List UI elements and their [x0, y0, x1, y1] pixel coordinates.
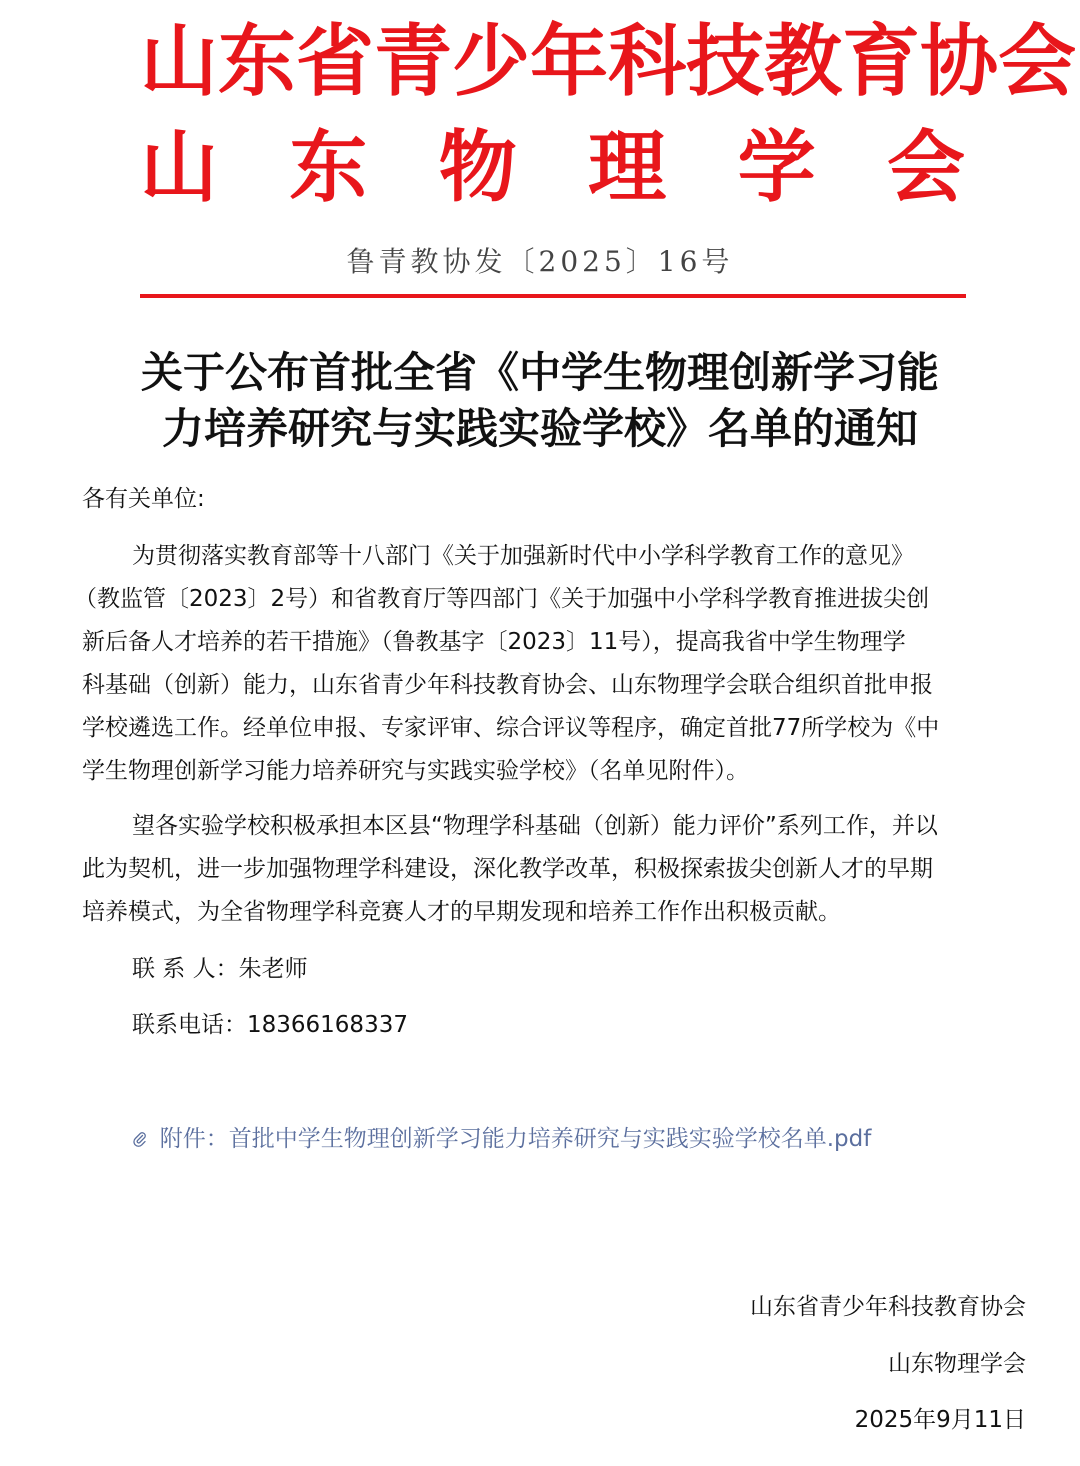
- header-char: 物: [438, 122, 517, 213]
- notice-title-line-1: 关于公布首批全省《中学生物理创新学习能: [140, 348, 939, 397]
- header-char: 山: [140, 122, 219, 213]
- header-char: 东: [218, 16, 297, 107]
- header-char: 青: [374, 16, 453, 107]
- document-number: 鲁青教协发〔2025〕16号: [346, 245, 734, 278]
- paragraph-1-line: （教监管〔2023〕2号）和省教育厅等四部门《关于加强中小学科学教育推进拔尖创: [74, 586, 930, 612]
- notice-title-line-2: 力培养研究与实践实验学校》名单的通知: [161, 404, 918, 453]
- header-char: 协: [920, 16, 999, 107]
- paragraph-2-line: 培养模式，为全省物理学科竞赛人才的早期发现和培养工作作出积极贡献。: [82, 899, 841, 925]
- header-char: 省: [296, 16, 375, 107]
- paragraph-1-line: 为贯彻落实教育部等十八部门《关于加强新时代中小学科学教育工作的意见》: [132, 543, 914, 569]
- paragraph-1: [74, 535, 1030, 793]
- attachment-label: 附件：: [159, 1126, 229, 1152]
- paragraph-2: [82, 805, 1030, 934]
- header-char: 东: [289, 122, 368, 213]
- header-org-line-2: [140, 118, 965, 218]
- header-org-line-1: [140, 12, 1077, 112]
- paragraph-2-line: 望各实验学校积极承担本区县“物理学科基础（创新）能力评价”系列工作，并以: [132, 813, 938, 839]
- contact-person-name: 朱老师: [238, 956, 308, 982]
- header-char: 年: [530, 16, 609, 107]
- contact-phone-label: 联系电话：: [132, 1012, 247, 1038]
- contact-phone-number: 18366168337: [247, 1012, 408, 1038]
- paperclip-icon: [132, 1130, 154, 1151]
- paragraph-1-line: 学生物理创新学习能力培养研究与实践实验学校》（名单见附件）。: [82, 758, 749, 784]
- paragraph-1-line: 学校遴选工作。经单位申报、专家评审、综合评议等程序，确定首批77所学校为《中: [82, 715, 940, 741]
- signature-date: 2025年9月11日: [854, 1407, 1026, 1433]
- header-char: 育: [842, 16, 921, 107]
- red-divider: [140, 294, 966, 298]
- header-char: 科: [608, 16, 687, 107]
- header-char: 技: [686, 16, 765, 107]
- attachment-link[interactable]: [132, 1118, 871, 1162]
- contact-person-label: 联 系 人：: [132, 956, 239, 982]
- attachment-filename[interactable]: 首批中学生物理创新学习能力培养研究与实践实验学校名单.pdf: [228, 1126, 872, 1152]
- signature-org-1: 山东省青少年科技教育协会: [750, 1294, 1026, 1320]
- header-char: 山: [140, 16, 219, 107]
- paragraph-2-line: 此为契机，进一步加强物理学科建设，深化教学改革，积极探索拔尖创新人才的早期: [82, 856, 933, 882]
- paragraph-1-line: 科基础（创新）能力，山东省青少年科技教育协会、山东物理学会联合组织首批申报: [82, 672, 933, 698]
- signature-org-2: 山东物理学会: [888, 1351, 1026, 1377]
- header-char: 少: [452, 16, 531, 107]
- header-char: 会: [886, 122, 965, 213]
- salutation: 各有关单位:: [82, 486, 205, 512]
- paragraph-1-line: 新后备人才培养的若干措施》（鲁教基字〔2023〕11号），提高我省中学生物理学: [82, 629, 906, 655]
- header-char: 理: [588, 122, 667, 213]
- contact-phone: [132, 1004, 408, 1047]
- header-char: 教: [764, 16, 843, 107]
- header-char: 会: [998, 16, 1077, 107]
- header-char: 学: [737, 122, 816, 213]
- contact-person: [132, 948, 308, 991]
